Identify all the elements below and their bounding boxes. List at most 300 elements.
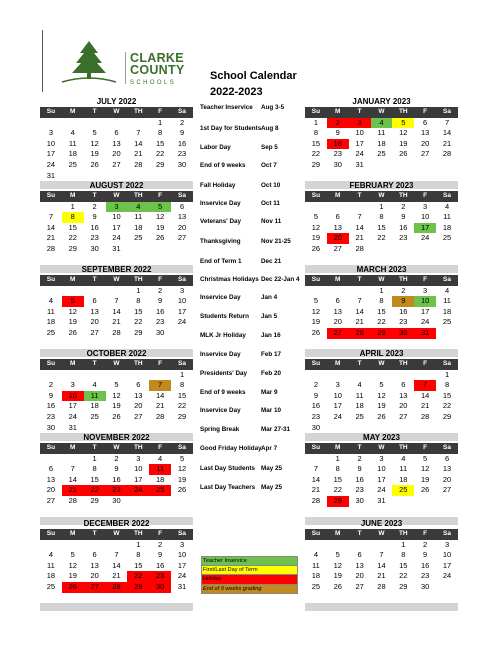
day-cell: 29: [399, 581, 408, 591]
day-cell: 4: [401, 453, 406, 463]
day-cell: 2: [114, 453, 119, 463]
day-cell: [327, 507, 349, 518]
day-cell: [371, 507, 393, 518]
day-cell: 3: [179, 285, 185, 295]
month-title: JULY 2022: [96, 97, 137, 106]
day-cell: [149, 507, 171, 518]
day-cell: 23: [420, 571, 430, 581]
district-logo: [42, 30, 202, 92]
day-cell: 16: [420, 560, 430, 570]
day-cell: [106, 118, 128, 129]
day-cell: 26: [333, 581, 342, 591]
day-cell: 8: [62, 212, 84, 223]
day-cell: 25: [46, 327, 56, 337]
month-table: [305, 529, 458, 611]
day-cell: 4: [444, 201, 450, 211]
weekday-header: T: [84, 191, 106, 202]
day-cell: 18: [46, 571, 56, 581]
day-cell: 11: [443, 212, 451, 222]
day-cell: 2: [357, 453, 362, 463]
day-cell: 18: [442, 306, 452, 316]
day-cell: [171, 593, 193, 604]
day-cell: 17: [177, 560, 187, 570]
day-cell: 13: [90, 560, 99, 570]
day-cell: 25: [90, 411, 99, 421]
day-cell: 31: [68, 422, 77, 432]
event-name: Presidents' Day: [200, 370, 247, 377]
day-cell: 1: [335, 453, 340, 463]
weekday-header: T: [349, 191, 371, 202]
event-date: Oct 10: [261, 182, 281, 189]
day-cell: 17: [355, 138, 364, 148]
day-cell: [414, 507, 436, 518]
day-cell: 25: [355, 411, 364, 421]
weekday-header: M: [62, 529, 84, 540]
weekday-header: Su: [40, 529, 62, 540]
day-cell: [305, 454, 327, 465]
day-cell: 12: [68, 560, 77, 570]
day-cell: 27: [134, 411, 143, 421]
day-cell: [414, 370, 436, 381]
month-title: JUNE 2023: [360, 519, 403, 528]
calendar-footer-cell: [127, 603, 149, 611]
month-title: MAY 2023: [363, 433, 400, 442]
day-cell: 15: [377, 306, 386, 316]
weekday-header: F: [414, 275, 436, 286]
day-cell: 17: [68, 401, 77, 411]
month-calendar: [40, 96, 193, 189]
day-cell: 22: [399, 571, 408, 581]
weekday-header: F: [414, 443, 436, 454]
day-cell: 17: [112, 222, 121, 232]
day-cell: 13: [177, 212, 187, 222]
weekday-header: Sa: [171, 191, 193, 202]
day-cell: 22: [127, 571, 149, 582]
day-cell: 26: [177, 485, 187, 495]
day-cell: 3: [179, 539, 185, 549]
weekday-header: F: [149, 107, 171, 118]
day-cell: 20: [442, 474, 452, 484]
event-date: Jan 16: [261, 332, 281, 339]
weekday-header: TH: [392, 191, 414, 202]
weekday-header: Sa: [436, 359, 458, 370]
day-cell: 12: [311, 306, 321, 316]
day-cell: 4: [313, 550, 318, 560]
day-cell: [436, 328, 458, 339]
day-cell: 5: [313, 212, 318, 222]
day-cell: 5: [149, 202, 171, 213]
weekday-header: Sa: [436, 191, 458, 202]
day-cell: 23: [90, 233, 99, 243]
day-cell: [62, 286, 84, 297]
day-cell: 25: [392, 485, 414, 496]
day-cell: 2: [158, 285, 163, 295]
weekday-header: TH: [392, 275, 414, 286]
day-cell: 17: [414, 223, 436, 234]
day-cell: 1: [313, 117, 318, 127]
weekday-header: Su: [40, 443, 62, 454]
weekday-header: Su: [305, 191, 327, 202]
day-cell: 28: [46, 243, 56, 253]
day-cell: [127, 496, 149, 507]
day-cell: 28: [112, 327, 121, 337]
day-cell: 10: [46, 138, 56, 148]
event-date: Nov 11: [261, 218, 282, 225]
day-cell: 22: [84, 485, 106, 496]
day-cell: 5: [92, 128, 97, 138]
logo-divider-line: [42, 30, 43, 92]
day-cell: 17: [377, 474, 386, 484]
day-cell: 14: [112, 560, 121, 570]
day-cell: [392, 496, 414, 507]
day-cell: [62, 593, 84, 604]
day-cell: 24: [420, 233, 430, 243]
page-title: [210, 68, 297, 100]
day-cell: 25: [442, 317, 452, 327]
day-cell: 29: [90, 495, 99, 505]
day-cell: 19: [399, 138, 408, 148]
day-cell: 23: [311, 411, 321, 421]
day-cell: 16: [46, 401, 56, 411]
day-cell: 7: [444, 117, 450, 127]
day-cell: 18: [134, 222, 143, 232]
day-cell: 15: [333, 474, 342, 484]
day-cell: [171, 244, 193, 255]
day-cell: 16: [177, 138, 187, 148]
calendar-footer-cell: [62, 603, 84, 611]
day-cell: 1: [92, 453, 97, 463]
weekday-header: Su: [40, 107, 62, 118]
day-cell: 27: [355, 581, 364, 591]
day-cell: 24: [177, 317, 187, 327]
day-cell: 15: [177, 390, 187, 400]
day-cell: 21: [355, 233, 364, 243]
day-cell: 10: [134, 464, 143, 474]
day-cell: 29: [127, 582, 149, 593]
day-cell: 28: [420, 411, 430, 421]
weekday-header: W: [106, 359, 128, 370]
event-date: Feb 20: [261, 370, 281, 377]
day-cell: [40, 507, 62, 518]
day-cell: [84, 370, 106, 381]
day-cell: 18: [68, 149, 77, 159]
day-cell: 4: [127, 202, 149, 213]
day-cell: 1: [379, 285, 384, 295]
day-cell: [436, 160, 458, 171]
day-cell: [349, 593, 371, 604]
legend: [201, 556, 298, 594]
day-cell: 6: [401, 380, 406, 390]
day-cell: [392, 370, 414, 381]
day-cell: 11: [68, 138, 77, 148]
day-cell: [84, 118, 106, 129]
day-cell: 15: [90, 474, 99, 484]
day-cell: 14: [355, 306, 364, 316]
day-cell: 19: [311, 317, 321, 327]
weekday-header: M: [62, 191, 84, 202]
day-cell: 26: [311, 243, 321, 253]
day-cell: [62, 370, 84, 381]
event-date: Mar 27-31: [261, 426, 291, 433]
day-cell: 2: [327, 118, 349, 129]
weekday-header: W: [106, 275, 128, 286]
day-cell: [371, 160, 393, 171]
weekday-header: Sa: [171, 443, 193, 454]
weekday-header: TH: [392, 107, 414, 118]
day-cell: 28: [355, 243, 364, 253]
calendar-footer-cell: [171, 603, 193, 611]
day-cell: [84, 507, 106, 518]
day-cell: 20: [90, 317, 99, 327]
day-cell: 30: [149, 582, 171, 593]
day-cell: 3: [48, 128, 53, 138]
day-cell: 9: [179, 128, 185, 138]
logo-separator: [125, 52, 126, 84]
day-cell: 21: [420, 401, 430, 411]
day-cell: 15: [399, 560, 408, 570]
day-cell: 5: [179, 453, 185, 463]
day-cell: [127, 593, 149, 604]
day-cell: 10: [355, 128, 364, 138]
day-cell: 19: [333, 571, 342, 581]
day-cell: 18: [399, 474, 408, 484]
day-cell: 16: [155, 560, 165, 570]
weekday-header: M: [62, 107, 84, 118]
event-date: May 25: [261, 465, 283, 472]
weekday-header: Sa: [171, 529, 193, 540]
day-cell: 29: [134, 327, 143, 337]
weekday-header: Su: [40, 275, 62, 286]
weekday-header: T: [349, 443, 371, 454]
day-cell: 9: [48, 390, 53, 400]
day-cell: 9: [313, 390, 318, 400]
day-cell: 22: [177, 401, 187, 411]
day-cell: 27: [399, 411, 408, 421]
day-cell: 13: [355, 560, 364, 570]
day-cell: 8: [379, 296, 384, 306]
month-title: OCTOBER 2022: [86, 349, 147, 358]
day-cell: 21: [62, 485, 84, 496]
day-cell: 30: [333, 159, 342, 169]
day-cell: 9: [114, 464, 119, 474]
day-cell: 11: [84, 391, 106, 402]
event-date: Aug 3-5: [261, 104, 285, 111]
day-cell: 24: [377, 485, 386, 495]
day-cell: 26: [311, 327, 321, 337]
weekday-header: F: [149, 529, 171, 540]
month-table: [40, 275, 193, 357]
day-cell: 6: [136, 380, 141, 390]
weekday-header: TH: [127, 191, 149, 202]
day-cell: 19: [112, 401, 121, 411]
weekday-header: Sa: [436, 107, 458, 118]
event-name: Good Friday Holiday: [200, 445, 262, 452]
month-table: [40, 529, 193, 611]
day-cell: 18: [442, 222, 452, 232]
day-cell: 16: [90, 222, 99, 232]
weekday-header: M: [327, 359, 349, 370]
day-cell: 18: [355, 401, 364, 411]
day-cell: [414, 244, 436, 255]
weekday-header: Sa: [171, 275, 193, 286]
weekday-header: F: [414, 359, 436, 370]
day-cell: 12: [420, 464, 430, 474]
month-calendar: [305, 348, 458, 441]
weekday-header: TH: [392, 529, 414, 540]
day-cell: [392, 507, 414, 518]
weekday-header: M: [327, 443, 349, 454]
day-cell: 7: [379, 550, 384, 560]
day-cell: 16: [355, 474, 364, 484]
day-cell: 5: [335, 550, 340, 560]
day-cell: 23: [399, 233, 408, 243]
day-cell: 2: [423, 539, 428, 549]
month-title: APRIL 2023: [359, 349, 404, 358]
day-cell: 22: [442, 401, 452, 411]
day-cell: 15: [311, 138, 321, 148]
event-date: May 25: [261, 484, 283, 491]
weekday-header: W: [106, 107, 128, 118]
day-cell: 23: [355, 485, 364, 495]
day-cell: 6: [335, 296, 340, 306]
day-cell: 7: [70, 464, 75, 474]
weekday-header: W: [106, 191, 128, 202]
calendar-footer-cell: [371, 603, 393, 611]
day-cell: 1: [136, 285, 141, 295]
day-cell: 23: [399, 317, 408, 327]
day-cell: 14: [355, 222, 364, 232]
day-cell: 10: [333, 390, 342, 400]
day-cell: 9: [392, 296, 414, 307]
weekday-header: M: [327, 529, 349, 540]
day-cell: 5: [313, 296, 318, 306]
weekday-header: M: [62, 443, 84, 454]
day-cell: 19: [68, 571, 77, 581]
day-cell: 18: [311, 571, 321, 581]
day-cell: 8: [444, 380, 450, 390]
day-cell: 3: [423, 285, 428, 295]
day-cell: 15: [155, 138, 165, 148]
weekday-header: T: [349, 359, 371, 370]
day-cell: 7: [136, 128, 141, 138]
weekday-header: Sa: [436, 443, 458, 454]
day-cell: 2: [48, 380, 53, 390]
day-cell: 11: [377, 128, 386, 138]
day-cell: 25: [134, 233, 143, 243]
day-cell: 10: [112, 212, 121, 222]
day-cell: 9: [357, 464, 362, 474]
weekday-header: W: [371, 443, 393, 454]
event-date: Oct 11: [261, 200, 280, 207]
day-cell: 11: [149, 464, 171, 475]
day-cell: 30: [355, 495, 364, 505]
day-cell: 21: [112, 571, 121, 581]
month-calendar: [40, 432, 193, 525]
day-cell: 3: [444, 539, 450, 549]
day-cell: 1: [158, 117, 163, 127]
day-cell: 22: [377, 317, 386, 327]
day-cell: 27: [327, 328, 349, 339]
day-cell: [305, 202, 327, 213]
day-cell: 8: [92, 464, 97, 474]
day-cell: 2: [158, 539, 163, 549]
calendar-footer-cell: [84, 603, 106, 611]
event-name: Labor Day: [200, 144, 231, 151]
day-cell: 9: [158, 296, 163, 306]
weekday-header: W: [106, 443, 128, 454]
day-cell: 10: [62, 391, 84, 402]
day-cell: [106, 593, 128, 604]
day-cell: [40, 286, 62, 297]
day-cell: [349, 286, 371, 297]
day-cell: [305, 593, 327, 604]
month-table: [40, 191, 193, 273]
month-title: NOVEMBER 2022: [83, 433, 150, 442]
day-cell: [371, 593, 393, 604]
day-cell: 26: [62, 582, 84, 593]
day-cell: 17: [420, 306, 430, 316]
day-cell: 12: [177, 464, 187, 474]
day-cell: 31: [177, 581, 187, 591]
day-cell: [436, 582, 458, 593]
day-cell: [127, 507, 149, 518]
day-cell: 9: [423, 550, 428, 560]
day-cell: 11: [47, 560, 55, 570]
day-cell: 28: [311, 495, 321, 505]
day-cell: 21: [112, 317, 121, 327]
calendar-footer-cell: [106, 603, 128, 611]
day-cell: 26: [112, 411, 121, 421]
calendar-footer-cell: [40, 603, 62, 611]
weekday-header: TH: [392, 443, 414, 454]
day-cell: 11: [443, 296, 451, 306]
weekday-header: T: [84, 275, 106, 286]
day-cell: 5: [62, 296, 84, 307]
event-name: Thanksgiving: [200, 238, 241, 245]
day-cell: 24: [177, 571, 187, 581]
calendar-footer-cell: [149, 603, 171, 611]
day-cell: 30: [46, 422, 56, 432]
day-cell: 17: [134, 474, 143, 484]
day-cell: 7: [114, 296, 119, 306]
day-cell: 28: [442, 149, 452, 159]
day-cell: 8: [335, 464, 340, 474]
day-cell: 8: [158, 128, 163, 138]
day-cell: 20: [327, 233, 349, 244]
day-cell: [305, 286, 327, 297]
month-table: [40, 359, 193, 441]
day-cell: 22: [377, 233, 386, 243]
day-cell: 14: [377, 560, 386, 570]
month-table: [40, 107, 193, 189]
day-cell: 25: [68, 159, 77, 169]
legend-item: Teacher Inservice: [201, 556, 298, 566]
day-cell: 13: [333, 222, 342, 232]
day-cell: 26: [377, 411, 386, 421]
weekday-header: TH: [392, 359, 414, 370]
day-cell: 19: [155, 222, 165, 232]
weekday-header: M: [62, 359, 84, 370]
day-cell: 15: [68, 222, 77, 232]
day-cell: 7: [114, 550, 119, 560]
day-cell: 28: [349, 328, 371, 339]
month-calendar: [40, 180, 193, 273]
weekday-header: T: [349, 107, 371, 118]
day-cell: 24: [68, 411, 77, 421]
day-cell: 26: [399, 149, 408, 159]
day-cell: [305, 507, 327, 518]
weekday-header: Su: [305, 443, 327, 454]
